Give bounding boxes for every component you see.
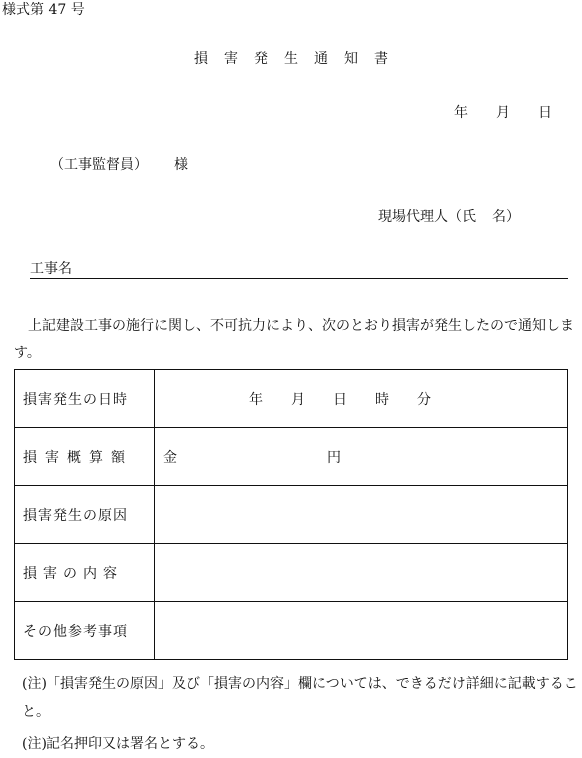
notice-body-text: 上記建設工事の施行に関し、不可抗力により、次のとおり損害が発生したので通知します。 <box>14 318 574 361</box>
table-row <box>15 486 568 544</box>
table-row <box>15 428 568 486</box>
value-damage-details <box>155 544 568 602</box>
title-char: 害 <box>224 51 238 67</box>
label-damage-datetime: 損害発生の日時 <box>15 370 155 428</box>
site-agent-label-end: 名） <box>492 209 520 225</box>
table-row <box>15 602 568 660</box>
date-day: 日 <box>538 105 552 121</box>
datetime-minute: 分 <box>417 391 431 408</box>
note-text: 記名押印又は署名とする。 <box>46 736 214 752</box>
title-char: 書 <box>374 51 388 67</box>
title-char: 損 <box>194 51 208 67</box>
value-damage-estimate <box>155 428 568 486</box>
date-month: 月 <box>496 105 510 121</box>
table-row <box>15 544 568 602</box>
note-detail-requirement <box>22 670 578 726</box>
amount-prefix: 金 <box>163 449 177 466</box>
project-name-field <box>30 262 568 279</box>
title-char: 知 <box>344 51 358 67</box>
form-number: 様式第 47 号 <box>2 2 85 18</box>
value-other-reference <box>155 602 568 660</box>
label-damage-details: 損害の内容 <box>15 544 155 602</box>
datetime-year: 年 <box>249 391 263 408</box>
value-damage-cause <box>155 486 568 544</box>
note-mark: (注) <box>22 676 47 692</box>
amount-unit: 円 <box>327 449 341 466</box>
damage-report-table <box>14 369 568 660</box>
label-damage-estimate: 損害概算額 <box>15 428 155 486</box>
note-text: 「損害発生の原因」及び「損害の内容」欄については、できるだけ詳細に記載すること。 <box>22 676 578 720</box>
datetime-hour: 時 <box>375 391 389 408</box>
note-signature <box>22 730 578 758</box>
note-mark: (注) <box>22 736 47 752</box>
addressee-name: （工事監督員） <box>50 157 148 173</box>
addressee-honorific: 様 <box>174 157 188 173</box>
title-char: 通 <box>314 51 328 67</box>
date-year: 年 <box>454 105 468 121</box>
title-char: 生 <box>284 51 298 67</box>
value-damage-datetime <box>155 370 568 428</box>
table-row <box>15 370 568 428</box>
addressee <box>50 158 188 172</box>
site-agent-label: 現場代理人（氏 <box>378 209 476 225</box>
label-other-reference: その他参考事項 <box>15 602 155 660</box>
date-line <box>454 106 552 120</box>
label-damage-cause: 損害発生の原因 <box>15 486 155 544</box>
project-name-label: 工事名 <box>30 261 72 277</box>
document-title <box>0 52 582 66</box>
title-char: 発 <box>254 51 268 67</box>
site-agent-line <box>378 210 520 224</box>
datetime-month: 月 <box>291 391 305 408</box>
datetime-day: 日 <box>333 391 347 408</box>
